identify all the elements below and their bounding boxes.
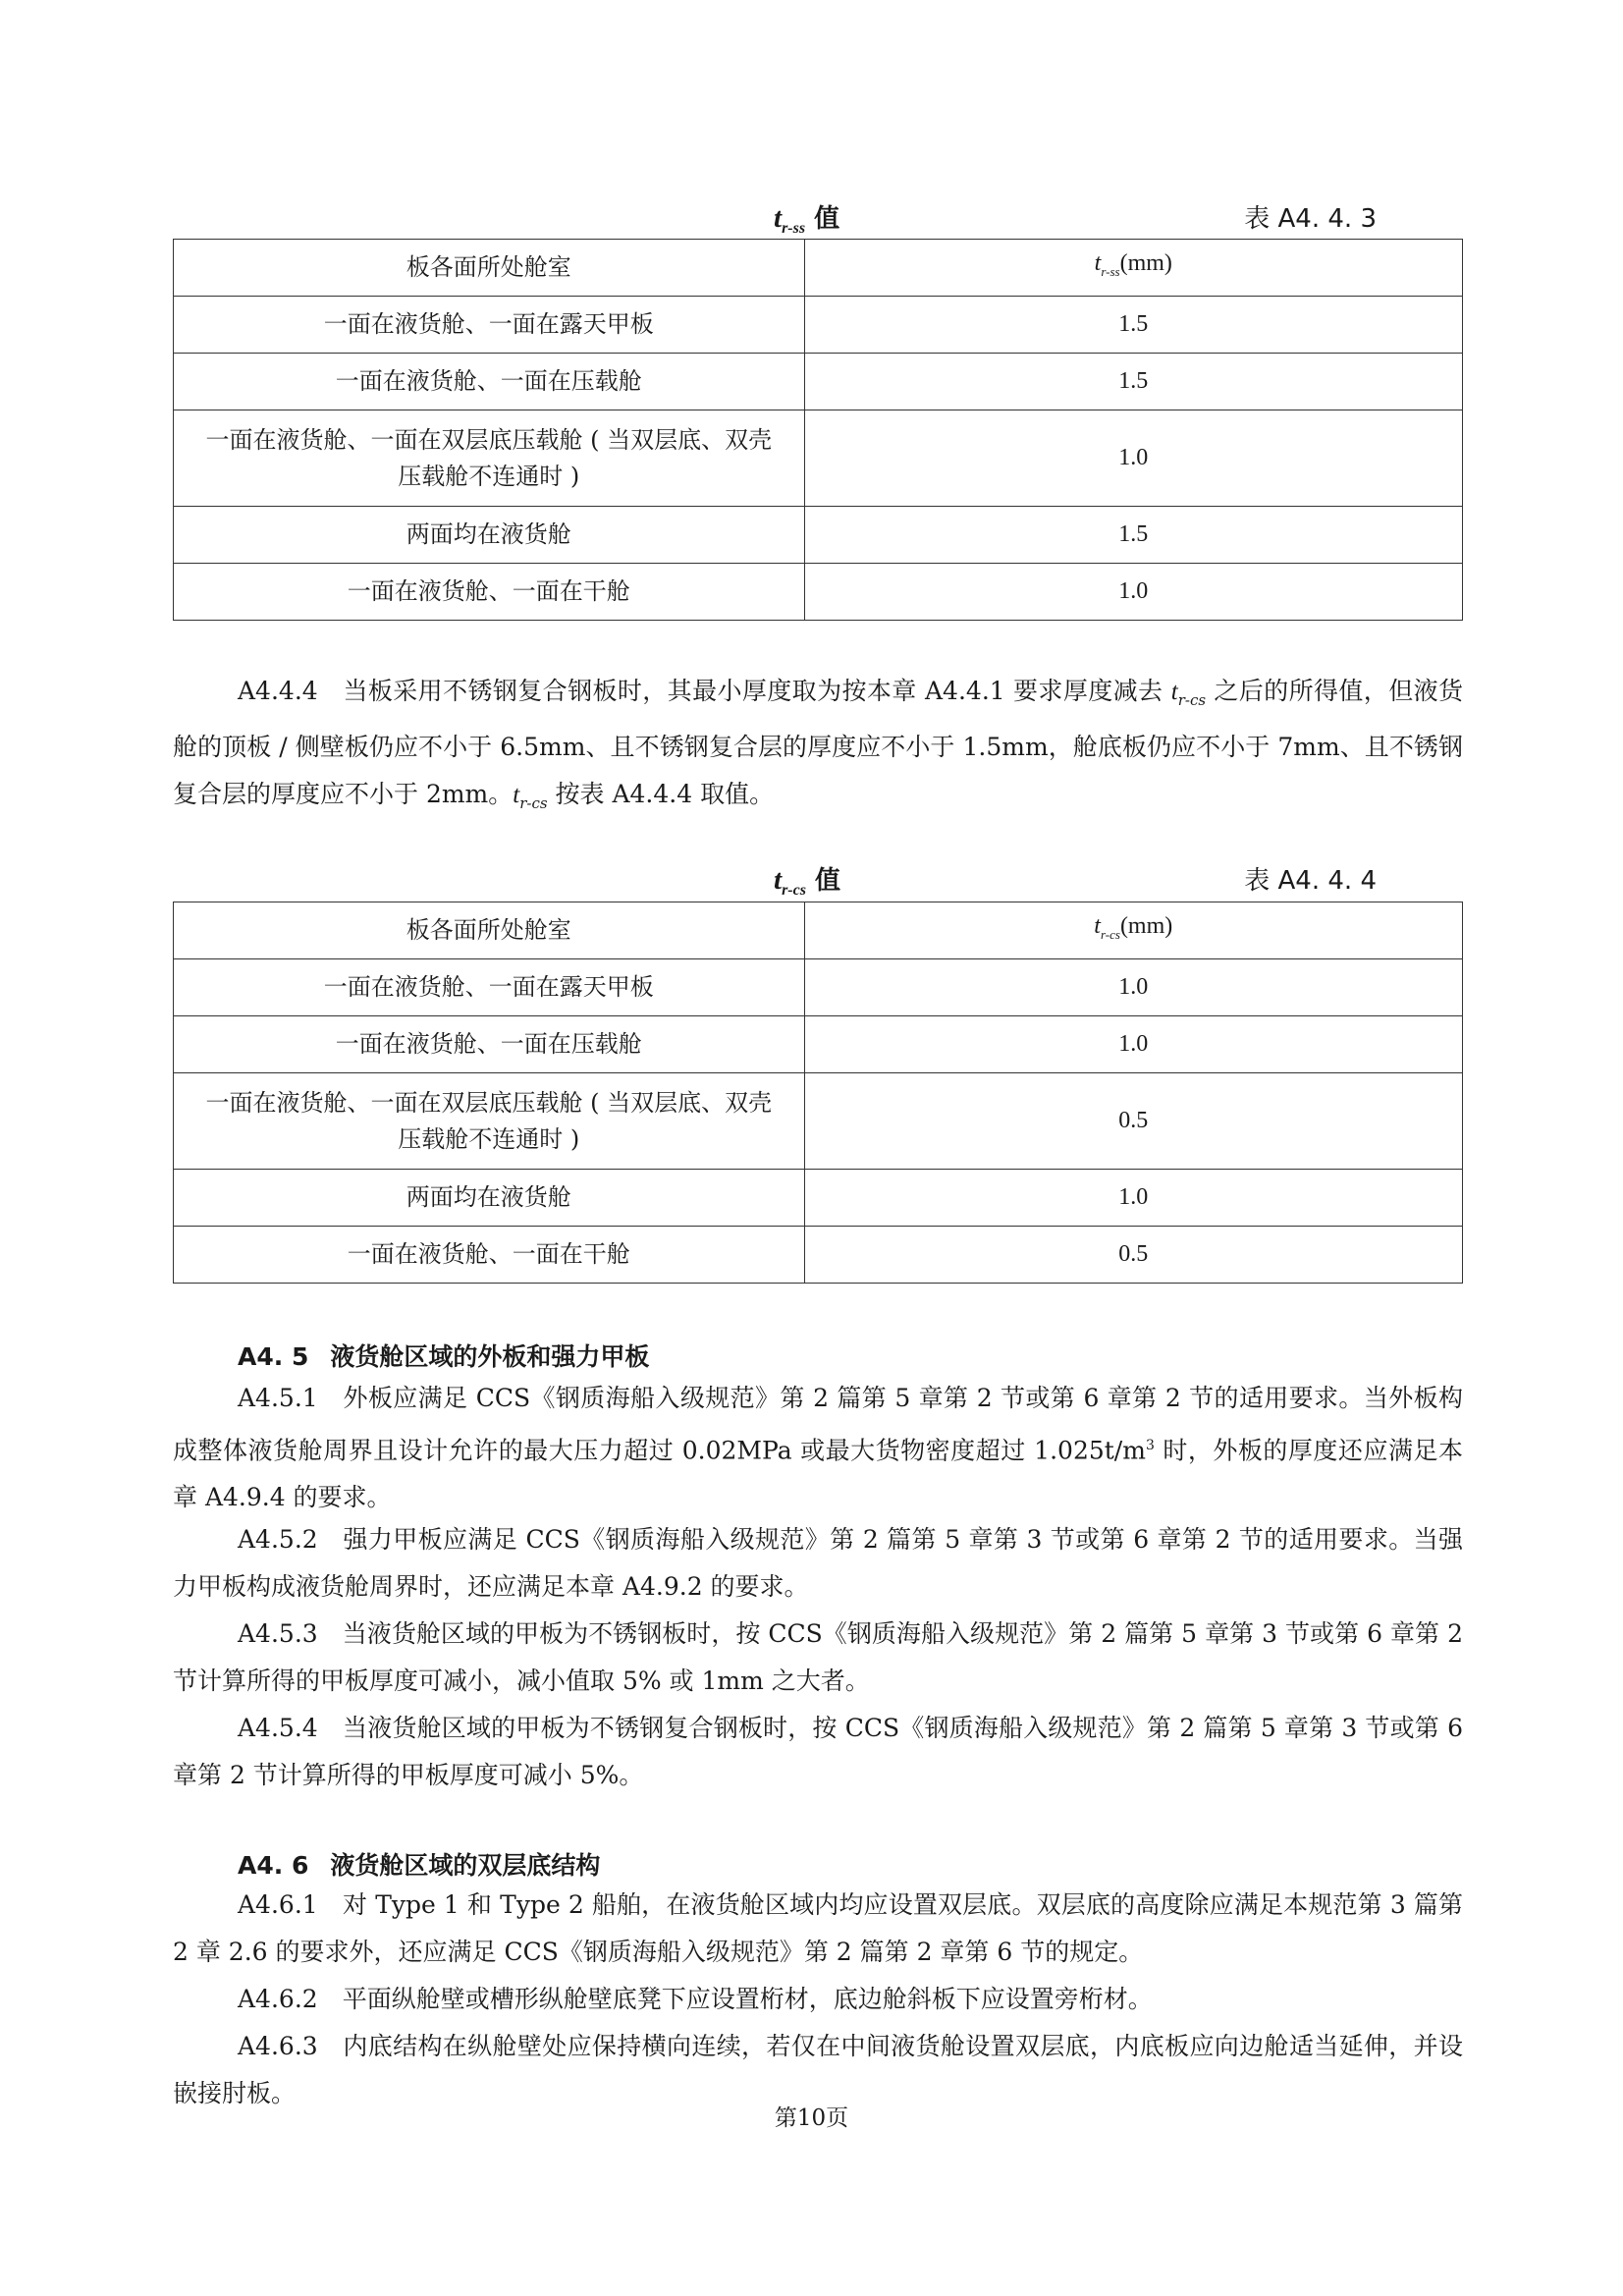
paragraph-a453: A4.5.3 当液货舱区域的甲板为不锈钢板时，按 CCS《钢质海船入级规范》第 2 篇第 5 章第 3 节或第 6 章第 2 节计算所得的甲板厚度可减小，减小值取 5% 或 1mm 之大者。: [173, 1619, 1463, 1695]
table-row: 一面在液货舱、一面在露天甲板 1.0: [174, 959, 1463, 1016]
table-a444: [173, 902, 1463, 1284]
table-number: 表 A4. 4. 3: [1244, 204, 1377, 234]
page-number: 第10页: [774, 2105, 849, 2131]
table-caption-a444: [173, 860, 1463, 900]
table-row: 一面在液货舱、一面在双层底压载舱 ( 当双层底、双壳 压载舱不连通时 ) 0.5: [174, 1073, 1463, 1170]
section-heading-a46: A4. 6 液货舱区域的双层底结构: [238, 1851, 601, 1880]
table-row: 两面均在液货舱 1.0: [174, 1170, 1463, 1227]
table-title: $t_{r-ss}$ 值: [774, 202, 840, 238]
table-caption-a443: [173, 198, 1463, 238]
table-a443: [173, 239, 1463, 621]
paragraph-a461: A4.6.1 对 Type 1 和 Type 2 船舶，在液货舱区域内均应设置双层底。双层底的高度除应满足本规范第 3 篇第 2 章 2.6 的要求外，还应满足 CCS《钢质海船入级规范》第 2 篇第 2 章第 6 节的规定。: [173, 1890, 1463, 1966]
header-cell-value: $t_{r-ss}(mm)$: [804, 240, 1462, 297]
table-header-row: [174, 240, 1463, 297]
paragraph-a444: A4.4.4 当板采用不锈钢复合钢板时，其最小厚度取为按本章 A4.4.1 要求厚度减去 $t_{r-cs}$ 之后的所得值，但液货舱的顶板 / 侧壁板仍应不小于 6.5mm、且不锈钢复合层的厚度应不小于 1.5mm，舱底板仍应不小于 7mm、且不锈钢复合层的厚度应不小于 2mm。$t_{r-cs}$ 按表 A4.4.4 取值。: [173, 677, 1463, 812]
table-row: 一面在液货舱、一面在压载舱 1.0: [174, 1016, 1463, 1073]
paragraph-a463: A4.6.3 内底结构在纵舱壁处应保持横向连续，若仅在中间液货舱设置双层底，内底板应向边舱适当延伸，并设嵌接肘板。: [173, 2032, 1463, 2107]
table-row: 一面在液货舱、一面在干舱 0.5: [174, 1227, 1463, 1284]
table-row: 一面在液货舱、一面在露天甲板 1.5: [174, 297, 1463, 354]
table-title: $t_{r-cs}$ 值: [774, 864, 841, 900]
header-cell-location: 板各面所处舱室: [174, 902, 805, 959]
section-heading-a45: A4. 5 液货舱区域的外板和强力甲板: [238, 1342, 650, 1371]
table-header-row: [174, 902, 1463, 959]
paragraph-a451: A4.5.1 外板应满足 CCS《钢质海船入级规范》第 2 篇第 5 章第 2 节或第 6 章第 2 节的适用要求。当外板构成整体液货舱周界且设计允许的最大压力超过 0.02MPa 或最大货物密度超过 $1.025t/m^3$ 时，外板的厚度还应满足本章 A4.9.4 的要求。: [173, 1384, 1463, 1512]
table-row: 一面在液货舱、一面在双层底压载舱 ( 当双层底、双壳 压载舱不连通时 ) 1.0: [174, 410, 1463, 507]
table-number: 表 A4. 4. 4: [1244, 866, 1377, 896]
table-row: 两面均在液货舱 1.5: [174, 507, 1463, 564]
table-row: 一面在液货舱、一面在压载舱 1.5: [174, 354, 1463, 410]
header-cell-location: 板各面所处舱室: [174, 240, 805, 297]
table-row: 一面在液货舱、一面在干舱 1.0: [174, 564, 1463, 621]
paragraph-a462: A4.6.2 平面纵舱壁或槽形纵舱壁底凳下应设置桁材，底边舱斜板下应设置旁桁材。: [238, 1985, 1153, 2013]
paragraph-a454: A4.5.4 当液货舱区域的甲板为不锈钢复合钢板时，按 CCS《钢质海船入级规范》第 2 篇第 5 章第 3 节或第 6 章第 2 节计算所得的甲板厚度可减小 5%。: [173, 1714, 1463, 1789]
header-cell-value: $t_{r-cs}(mm)$: [804, 902, 1462, 959]
paragraph-a452: A4.5.2 强力甲板应满足 CCS《钢质海船入级规范》第 2 篇第 5 章第 3 节或第 6 章第 2 节的适用要求。当强力甲板构成液货舱周界时，还应满足本章 A4.9.2 的要求。: [173, 1525, 1463, 1601]
